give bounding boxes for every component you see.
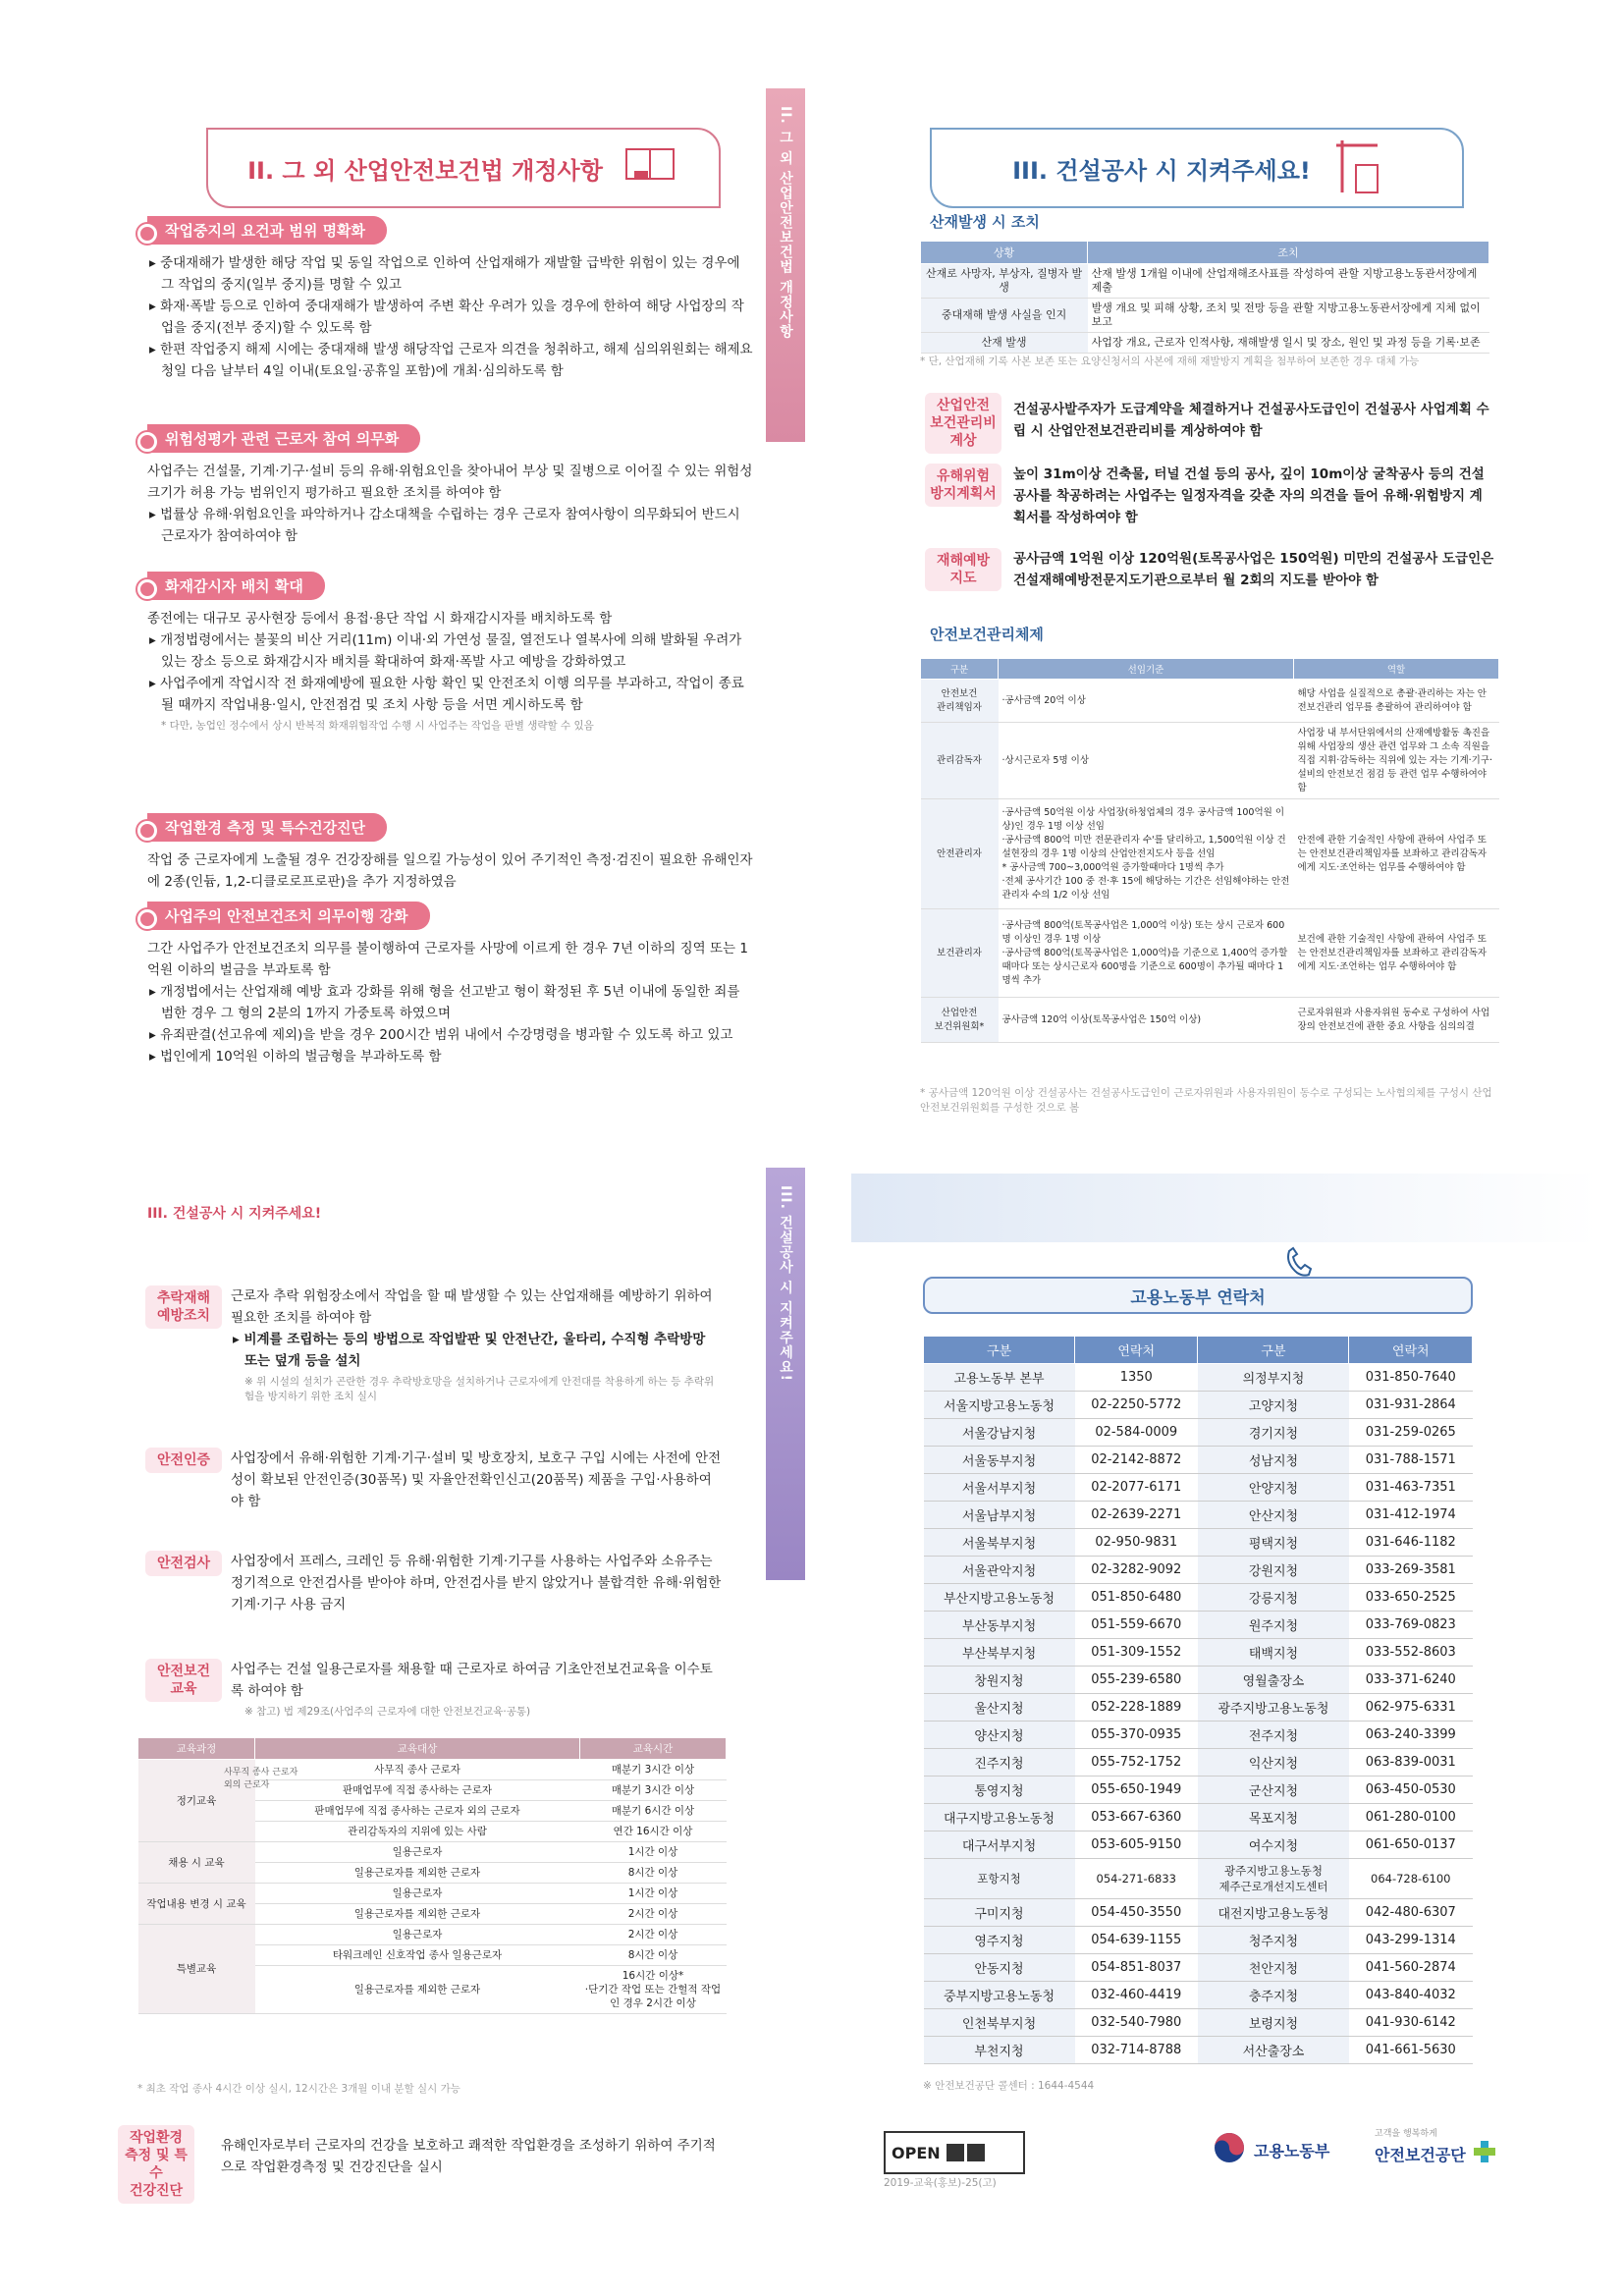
office-name: 광주지방고용노동청 xyxy=(1198,1694,1349,1722)
office-name: 익산지청 xyxy=(1198,1749,1349,1777)
table-row: 일용근로자를 제외한 근로자 16시간 이상* ·단기간 작업 또는 간헐적 작업인 경우 2시간 이상 xyxy=(138,1966,727,2014)
header-band xyxy=(851,1174,1597,1242)
safety-system-table xyxy=(920,658,1499,1043)
phone-number: 062-975-6331 xyxy=(1349,1694,1473,1722)
table-row: 관리감독자의 지위에 있는 사람 연간 16시간 이상 xyxy=(138,1822,727,1842)
paragraph: 사업주는 건설물, 기계·기구·설비 등의 유해·위험요인을 찾아내어 부상 및 질병으로 이어질 수 있는 위험성 크기가 허용 가능 범위인지 평가하고 필요한 조치를 하여야 함 xyxy=(147,464,753,501)
office-name: 서울북부지청 xyxy=(924,1529,1075,1557)
column-header: 조치 xyxy=(1088,242,1489,264)
phone-number: 031-931-2864 xyxy=(1349,1392,1473,1419)
phone-number: 061-280-0100 xyxy=(1349,1804,1473,1831)
phone-number: 031-646-1182 xyxy=(1349,1529,1473,1557)
contact-row xyxy=(924,1667,1473,1694)
item-label: 유해위험 방지계획서 xyxy=(925,464,1001,507)
bullet: ▸ 개정법에서는 산업재해 예방 효과 강화를 위해 형을 선고받고 형이 확정된 후 5년 이내에 동일한 죄를 범한 경우 그 형의 2분의 1까지 가중토록 하였으며 xyxy=(149,984,740,1021)
contact-table xyxy=(923,1336,1473,2064)
office-name: 부산지방고용노동청 xyxy=(924,1584,1075,1612)
office-name: 서울지방고용노동청 xyxy=(924,1392,1075,1419)
contact-row xyxy=(924,1447,1473,1474)
chapter-tab: II. 그 외 산업안전보건법 개정사항 xyxy=(766,88,805,442)
phone-number: 055-752-1752 xyxy=(1075,1749,1198,1777)
office-name: 서산출장소 xyxy=(1198,2037,1349,2064)
contact-row xyxy=(924,1982,1473,2009)
office-name: 서울관악지청 xyxy=(924,1557,1075,1584)
phone-number: 055-370-0935 xyxy=(1075,1722,1198,1749)
phone-number: 064-728-6100 xyxy=(1349,1859,1473,1899)
office-name: 서울서부지청 xyxy=(924,1474,1075,1502)
office-name: 충주지청 xyxy=(1198,1982,1349,2009)
column-header: 구분 xyxy=(921,659,999,680)
table-row: 안전관리자 ·공사금액 50억원 이상 사업장(하청업체의 경우 공사금액 100억원 이상)인 경우 1명 이상 선임 ·공사금액 800억 미만 전문관리자 수'를 달리하고, 1,500억원 이상 건설현장의 경우 1명 이상의 산업안전지도사 등을 선임 * 공사금액 700~3,000억원 증가할때마다 1명씩 추가 ·전체 공사기간 100 중 전·후 15에 해당하는 기간은 선임해야하는 안전관리자 수의 1/2 이상 선임 안전에 관한 기술적인 사항에 관하여 사업주 또는 안전보건관리책임자를 보좌하고 관리감독자에게 지도·조언하는 업무를 수행하여야 함 xyxy=(921,799,1499,909)
phone-number: 02-2639-2271 xyxy=(1075,1502,1198,1529)
phone-number: 02-3282-9092 xyxy=(1075,1557,1198,1584)
phone-number: 051-559-6670 xyxy=(1075,1612,1198,1639)
column-header: 연락처 xyxy=(1075,1337,1198,1364)
bullet: ▸ 화재·폭발 등으로 인하여 중대재해가 발생하여 주변 확산 우려가 있을 경우에 한하여 해당 사업장의 작업을 중지(전부 중지)할 수 있도록 함 xyxy=(149,299,744,336)
phone-number: 055-650-1949 xyxy=(1075,1777,1198,1804)
phone-number: 063-240-3399 xyxy=(1349,1722,1473,1749)
phone-number: 031-412-1974 xyxy=(1349,1502,1473,1529)
table-row: 관리감독자 ·상시근로자 5명 이상 사업장 내 부서단위에서의 산재예방활동 촉진을 위해 사업장의 생산 관련 업무와 그 소속 직원을 직접 지휘·감독하는 직위에 있는 자는 기계·기구·설비의 안전보건 점검 등 관련 업무 수행하여야 함 xyxy=(921,723,1499,799)
bullet: ▸ 한편 작업중지 해제 시에는 중대재해 발생 해당작업 근로자 의견을 청취하고, 해제 심의위원회는 해제요청일 다음 날부터 4일 이내(토요일·공휴일 포함)에 개최·심의하도록 함 xyxy=(149,342,753,379)
phone-number: 02-584-0009 xyxy=(1075,1419,1198,1447)
office-name: 태백지청 xyxy=(1198,1639,1349,1667)
office-name: 원주지청 xyxy=(1198,1612,1349,1639)
table-row: 정기교육 사무직 종사 근로자 매분기 3시간 이상 xyxy=(138,1760,727,1780)
phone-number: 02-2077-6171 xyxy=(1075,1474,1198,1502)
page-bottom-left xyxy=(0,1148,811,2296)
contact-row xyxy=(924,1831,1473,1859)
phone-number: 061-650-0137 xyxy=(1349,1831,1473,1859)
item-education: 사업주는 건설 일용근로자를 채용할 때 근로자로 하여금 기초안전보건교육을 이수토록 하여야 함 ※ 참고) 법 제29조(사업주의 근로자에 대한 안전보건교육·공통) xyxy=(231,1662,713,1718)
office-name: 포항지청 xyxy=(924,1859,1075,1899)
office-name: 광주지방고용노동청 제주근로개선지도센터 xyxy=(1198,1859,1349,1899)
item-fall-prevention: 근로자 추락 위험장소에서 작업을 할 때 발생할 수 있는 산업재해를 예방하기 위하여 필요한 조치를 하여야 함 ▸ 비계를 조립하는 등의 방법으로 작업발판 및 안전난간, 울타리, 수직형 추락방망 또는 덮개 등을 설치 ※ 위 시설의 설치가 곤란한 경우 추락방호망을 설치하거나 근로자에게 안전대를 착용하게 하는 등 추락위험을 방지하기 위한 조치 실시 xyxy=(231,1288,715,1402)
table-row: 산업안전 보건위원회* 공사금액 120억 이상(토목공사업은 150억 이상) 근로자위원과 사용자위원 동수로 구성하여 사업장의 안전보건에 관한 중요 사항을 심의의결 xyxy=(921,998,1499,1043)
item-label: 안전검사 xyxy=(145,1551,222,1576)
item-label: 작업환경 측정 및 특수 건강진단 xyxy=(118,2125,194,2204)
contact-row xyxy=(924,1557,1473,1584)
phone-number: 054-450-3550 xyxy=(1075,1899,1198,1927)
phone-number: 054-271-6833 xyxy=(1075,1859,1198,1899)
phone-number: 031-850-7640 xyxy=(1349,1364,1473,1392)
phone-number: 032-460-4419 xyxy=(1075,1982,1198,2009)
phone-number: 033-269-3581 xyxy=(1349,1557,1473,1584)
contact-row xyxy=(924,1529,1473,1557)
office-name: 의정부지청 xyxy=(1198,1364,1349,1392)
office-name: 부산동부지청 xyxy=(924,1612,1075,1639)
office-name: 진주지청 xyxy=(924,1749,1075,1777)
column-header: 구분 xyxy=(924,1337,1075,1364)
phone-number: 043-840-4032 xyxy=(1349,1982,1473,2009)
phone-number: 052-228-1889 xyxy=(1075,1694,1198,1722)
contact-row xyxy=(924,1954,1473,1982)
office-name: 대구지방고용노동청 xyxy=(924,1804,1075,1831)
contact-row xyxy=(924,2037,1473,2064)
group-label: 사무직 종사 근로자 외의 근로자 xyxy=(224,1768,298,1790)
phone-number: 051-309-1552 xyxy=(1075,1639,1198,1667)
table-row: 산재 발생 사업장 개요, 근로자 인적사항, 재해발생 일시 및 장소, 원인 및 과정 등을 기록·보존 xyxy=(921,333,1489,354)
footnote: * 공사금액 120억원 이상 건설공사는 건설공사도급인이 근로자위원과 사용자위원이 동수로 구성되는 노사협의체를 구성시 산업안전보건위원회를 구성한 것으로 봄 xyxy=(920,1087,1492,1114)
office-name: 중부지방고용노동청 xyxy=(924,1982,1075,2009)
office-name: 평택지청 xyxy=(1198,1529,1349,1557)
item-text: 사업장에서 프레스, 크레인 등 유해·위험한 기계·기구를 사용하는 사업주와 소유주는 정기적으로 안전검사를 받아야 하며, 안전검사를 받지 않았거나 불합격한 유해·위험한 기계·기구 사용 금지 xyxy=(231,1554,722,1613)
phone-number: 053-605-9150 xyxy=(1075,1831,1198,1859)
section-heading: 사업주의 안전보건조치 의무이행 강화 xyxy=(147,902,430,930)
moel-logo: 고용노동부 xyxy=(1213,2131,1329,2168)
publication-code: 2019-교육(홍보)-25(고) xyxy=(884,2177,997,2189)
phone-number: 02-2250-5772 xyxy=(1075,1392,1198,1419)
section-employer-duty xyxy=(147,902,756,1067)
footnote: * 최초 작업 종사 4시간 이상 실시, 12시간은 3개월 이내 분할 실시 가능 xyxy=(137,2083,460,2095)
column-header: 교육과정 xyxy=(138,1738,255,1760)
office-name: 강릉지청 xyxy=(1198,1584,1349,1612)
office-name: 구미지청 xyxy=(924,1899,1075,1927)
contact-row xyxy=(924,1722,1473,1749)
paragraph: 종전에는 대규모 공사현장 등에서 용접·용단 작업 시 화재감시자를 배치하도록 함 xyxy=(147,611,613,627)
office-name: 천안지청 xyxy=(1198,1954,1349,1982)
item-text: 유해인자로부터 근로자의 건강을 보호하고 쾌적한 작업환경을 조성하기 위하여 주기적으로 작업환경측정 및 건강진단을 실시 xyxy=(221,2138,716,2175)
phone-number: 051-850-6480 xyxy=(1075,1584,1198,1612)
section-heading: 안전보건관리체제 xyxy=(930,626,1044,643)
bullet: ▸ 개정법령에서는 불꽃의 비산 거리(11m) 이내·외 가연성 물질, 열전도나 열복사에 의해 발화될 우려가 있는 장소 등으로 화재감시자 배치를 확대하여 화재·폭발 사고 예방을 강화하였고 xyxy=(149,632,742,670)
contact-row xyxy=(924,1749,1473,1777)
phone-number: 043-299-1314 xyxy=(1349,1927,1473,1954)
open-license-badge: OPEN xyxy=(884,2131,1025,2174)
footnote: * 다만, 농업인 정수에서 상시 반복적 화재위험작업 수행 시 사업주는 작업을 판별 생략할 수 있음 xyxy=(161,720,594,732)
phone-number: 041-661-5630 xyxy=(1349,2037,1473,2064)
table-row: 보건관리자 ·공사금액 800억(토목공사업은 1,000억 이상) 또는 상시 근로자 600명 이상인 경우 1명 이상 ·공사금액 800억(토목공사업은 1,000억)을 기준으로 1,400억 증가할 때마다 또는 상시근로자 600명을 기준으로 600명이 추가될 때마다 1명씩 추가 보건에 관한 기술적인 사항에 관하여 사업주 또는 안전보건관리책임자를 보좌하고 관리감독자에게 지도·조언하는 업무 수행하여야 함 xyxy=(921,909,1499,998)
office-name: 성남지청 xyxy=(1198,1447,1349,1474)
column-header: 교육시간 xyxy=(580,1738,727,1760)
section-heading: 작업환경 측정 및 특수건강진단 xyxy=(147,813,387,842)
phone-number: 031-788-1571 xyxy=(1349,1447,1473,1474)
section-heading: 작업중지의 요건과 범위 명확화 xyxy=(147,216,387,245)
phone-number: 033-769-0823 xyxy=(1349,1612,1473,1639)
office-name: 서울동부지청 xyxy=(924,1447,1075,1474)
item-text: 사업장에서 유해·위험한 기계·기구·설비 및 방호장치, 보호구 구입 시에는 사전에 안전성이 확보된 안전인증(30품목) 및 자율안전확인신고(20품목) 제품을 구입·사용하여야 함 xyxy=(231,1450,722,1509)
table-row: 작업내용 변경 시 교육 일용근로자 1시간 이상 xyxy=(138,1884,727,1904)
column-header: 구분 xyxy=(1198,1337,1349,1364)
office-name: 군산지청 xyxy=(1198,1777,1349,1804)
contact-row xyxy=(924,1694,1473,1722)
office-name: 서울강남지청 xyxy=(924,1419,1075,1447)
office-name: 청주지청 xyxy=(1198,1927,1349,1954)
contact-title: 고용노동부 연락처 xyxy=(923,1277,1473,1314)
phone-number: 031-259-0265 xyxy=(1349,1419,1473,1447)
bullet: ▸ 중대재해가 발생한 해당 작업 및 동일 작업으로 인하여 산업재해가 재발할 급박한 위험이 있는 경우에 그 작업의 중지(일부 중지)를 명할 수 있고 xyxy=(149,255,740,293)
phone-number: 031-463-7351 xyxy=(1349,1474,1473,1502)
table-row: 안전보건 관리책임자 ·공사금액 20억 이상 해당 사업을 실질적으로 총괄·관리하는 자는 안전보건관리 업무를 총괄하여 관리하여야 함 xyxy=(921,680,1499,723)
contact-row xyxy=(924,1859,1473,1899)
item-text: 건설공사발주자가 도급계약을 체결하거나 건설공사도급인이 건설공사 사업계획 수립 시 산업안전보건관리비를 계상하여야 함 xyxy=(1013,402,1489,439)
office-name: 부천지청 xyxy=(924,2037,1075,2064)
license-icons xyxy=(947,2144,985,2161)
phone-number: 032-714-8788 xyxy=(1075,2037,1198,2064)
contact-row xyxy=(924,1639,1473,1667)
table-row: 판매업무에 직접 종사하는 근로자 매분기 3시간 이상 xyxy=(138,1780,727,1801)
contact-row xyxy=(924,1474,1473,1502)
office-name: 보령지청 xyxy=(1198,2009,1349,2037)
office-name: 고양지청 xyxy=(1198,1392,1349,1419)
table-row: 채용 시 교육 일용근로자 1시간 이상 xyxy=(138,1842,727,1863)
law-book-icon xyxy=(621,143,679,192)
column-header: 연락처 xyxy=(1349,1337,1473,1364)
contact-row xyxy=(924,1364,1473,1392)
phone-number: 063-450-0530 xyxy=(1349,1777,1473,1804)
page-title: II. 그 외 산업안전보건법 개정사항 xyxy=(206,128,721,208)
contact-row xyxy=(924,1899,1473,1927)
phone-number: 033-552-8603 xyxy=(1349,1639,1473,1667)
contact-row xyxy=(924,1584,1473,1612)
contact-row xyxy=(924,2009,1473,2037)
phone-number: 063-839-0031 xyxy=(1349,1749,1473,1777)
phone-number: 042-480-6307 xyxy=(1349,1899,1473,1927)
office-name: 경기지청 xyxy=(1198,1419,1349,1447)
office-name: 영월출장소 xyxy=(1198,1667,1349,1694)
column-header: 교육대상 xyxy=(255,1738,580,1760)
item-label: 재해예방 지도 xyxy=(925,548,1001,591)
contact-row xyxy=(924,1927,1473,1954)
table-row: 산재로 사망자, 부상자, 질병자 발생 산재 발생 1개월 이내에 산업재해조사표를 작성하여 관할 지방고용노동관서장에게 제출 xyxy=(921,264,1489,299)
page-title: III. 건설공사 시 지켜주세요! xyxy=(930,128,1464,208)
section-heading: 산재발생 시 조치 xyxy=(930,213,1040,231)
office-name: 목포지청 xyxy=(1198,1804,1349,1831)
phone-number: 055-239-6580 xyxy=(1075,1667,1198,1694)
phone-number: 054-639-1155 xyxy=(1075,1927,1198,1954)
table-row: 판매업무에 직접 종사하는 근로자 외의 근로자 매분기 6시간 이상 xyxy=(138,1801,727,1822)
phone-number: 02-950-9831 xyxy=(1075,1529,1198,1557)
crane-building-icon xyxy=(1332,136,1381,200)
page-top-right xyxy=(812,0,1623,1148)
taegeuk-icon xyxy=(1213,2131,1246,2168)
office-name: 안양지청 xyxy=(1198,1474,1349,1502)
section-work-environment xyxy=(147,813,756,893)
item-label: 산업안전 보건관리비 계상 xyxy=(925,393,1001,454)
phone-number: 1350 xyxy=(1075,1364,1198,1392)
accident-table xyxy=(920,241,1489,354)
phone-number: 02-2142-8872 xyxy=(1075,1447,1198,1474)
office-name: 고용노동부 본부 xyxy=(924,1364,1075,1392)
contact-row xyxy=(924,1419,1473,1447)
phone-number: 033-371-6240 xyxy=(1349,1667,1473,1694)
office-name: 양산지청 xyxy=(924,1722,1075,1749)
table-row: 일용근로자를 제외한 근로자 8시간 이상 xyxy=(138,1863,727,1884)
kosha-cross-icon xyxy=(1472,2139,1497,2168)
section-risk-assessment xyxy=(147,424,756,547)
bullet: ▸ 사업주에게 작업시작 전 화재예방에 필요한 사항 확인 및 안전조치 이행 의무를 부과하고, 작업이 종료될 때까지 작업내용·일시, 안전점검 및 조치 사항 등을 서면 게시하도록 함 xyxy=(149,676,744,713)
phone-number: 041-560-2874 xyxy=(1349,1954,1473,1982)
office-name: 부산북부지청 xyxy=(924,1639,1075,1667)
office-name: 울산지청 xyxy=(924,1694,1075,1722)
bullet: ▸ 법률상 유해·위험요인을 파악하거나 감소대책을 수립하는 경우 근로자 참여사항이 의무화되어 반드시 근로자가 참여하여야 함 xyxy=(149,507,740,544)
office-name: 대전지방고용노동청 xyxy=(1198,1899,1349,1927)
contact-row xyxy=(924,1804,1473,1831)
office-name: 안동지청 xyxy=(924,1954,1075,1982)
item-label: 안전인증 xyxy=(145,1448,222,1473)
office-name: 대구서부지청 xyxy=(924,1831,1075,1859)
table-row: 일용근로자를 제외한 근로자 2시간 이상 xyxy=(138,1904,727,1925)
contact-row xyxy=(924,1502,1473,1529)
contact-row xyxy=(924,1392,1473,1419)
bullet: ▸ 법인에게 10억원 이하의 벌금형을 부과하도록 함 xyxy=(149,1049,442,1065)
column-header: 선임기준 xyxy=(999,659,1294,680)
phone-number: 053-667-6360 xyxy=(1075,1804,1198,1831)
table-row: 중대재해 발생 사실을 인지 발생 개요 및 피해 상황, 조치 및 전망 등을 관할 지방고용노동관서장에게 지체 없이 보고 xyxy=(921,299,1489,333)
office-name: 여수지청 xyxy=(1198,1831,1349,1859)
office-name: 영주지청 xyxy=(924,1927,1075,1954)
paragraph: 작업 중 근로자에게 노출될 경우 건강장해를 일으킬 가능성이 있어 주기적인 측정·검진이 필요한 유해인자에 2종(인듐, 1,2-디클로로프로판)을 추가 지정하였음 xyxy=(147,852,753,890)
office-name: 서울남부지청 xyxy=(924,1502,1075,1529)
page-header: III. 건설공사 시 지켜주세요! xyxy=(147,1206,322,1222)
kosha-logo: 고객을 행복하게 안전보건공단 xyxy=(1375,2126,1497,2168)
table-row: 타워크레인 신호작업 종사 일용근로자 8시간 이상 xyxy=(138,1945,727,1966)
section-heading: 위험성평가 관련 근로자 참여 의무화 xyxy=(147,424,420,453)
column-header: 역할 xyxy=(1294,659,1499,680)
paragraph: 그간 사업주가 안전보건조치 의무를 불이행하여 근로자를 사망에 이르게 한 경우 7년 이하의 징역 또는 1억원 이하의 벌금을 부과토록 함 xyxy=(147,941,748,978)
item-text: 공사금액 1억원 이상 120억원(토목공사업은 150억원) 미만의 건설공사 도급인은 건설재해예방전문지도기관으로부터 월 2회의 지도를 받아야 함 xyxy=(1013,551,1494,588)
contact-row xyxy=(924,1777,1473,1804)
item-label: 안전보건 교육 xyxy=(145,1659,222,1702)
phone-number: 032-540-7980 xyxy=(1075,2009,1198,2037)
item-label: 추락재해 예방조치 xyxy=(145,1285,222,1329)
section-work-stop xyxy=(147,216,756,382)
chapter-tab: III. 건설공사 시 지켜주세요! xyxy=(766,1168,805,1580)
bullet: ▸ 유죄판결(선고유예 제외)을 받을 경우 200시간 범위 내에서 수강명령을 병과할 수 있도록 하고 있고 xyxy=(149,1027,733,1043)
phone-number: 033-650-2525 xyxy=(1349,1584,1473,1612)
callcenter-note: ※ 안전보건공단 콜센터 : 1644-4544 xyxy=(923,2080,1095,2092)
phone-number: 041-930-6142 xyxy=(1349,2009,1473,2037)
phone-number: 054-851-8037 xyxy=(1075,1954,1198,1982)
contact-row xyxy=(924,1612,1473,1639)
section-fire-watch xyxy=(147,572,756,733)
footnote: * 단, 산업재해 기록 사본 보존 또는 요양신청서의 사본에 재해 재발방지 계획을 첨부하여 보존한 경우 대체 가능 xyxy=(920,355,1420,367)
office-name: 강원지청 xyxy=(1198,1557,1349,1584)
section-heading: 화재감시자 배치 확대 xyxy=(147,572,325,600)
page-top-left xyxy=(0,0,811,1148)
office-name: 전주지청 xyxy=(1198,1722,1349,1749)
table-row: 특별교육 일용근로자 2시간 이상 xyxy=(138,1925,727,1945)
office-name: 창원지청 xyxy=(924,1667,1075,1694)
item-text: 높이 31m이상 건축물, 터널 건설 등의 공사, 깊이 10m이상 굴착공사 등의 건설공사를 착공하려는 사업주는 일정자격을 갖춘 자의 의견을 들어 유해·위험방지 계획서를 작성하여야 함 xyxy=(1013,466,1485,525)
office-name: 인천북부지청 xyxy=(924,2009,1075,2037)
office-name: 안산지청 xyxy=(1198,1502,1349,1529)
office-name: 통영지청 xyxy=(924,1777,1075,1804)
column-header: 상황 xyxy=(921,242,1088,264)
